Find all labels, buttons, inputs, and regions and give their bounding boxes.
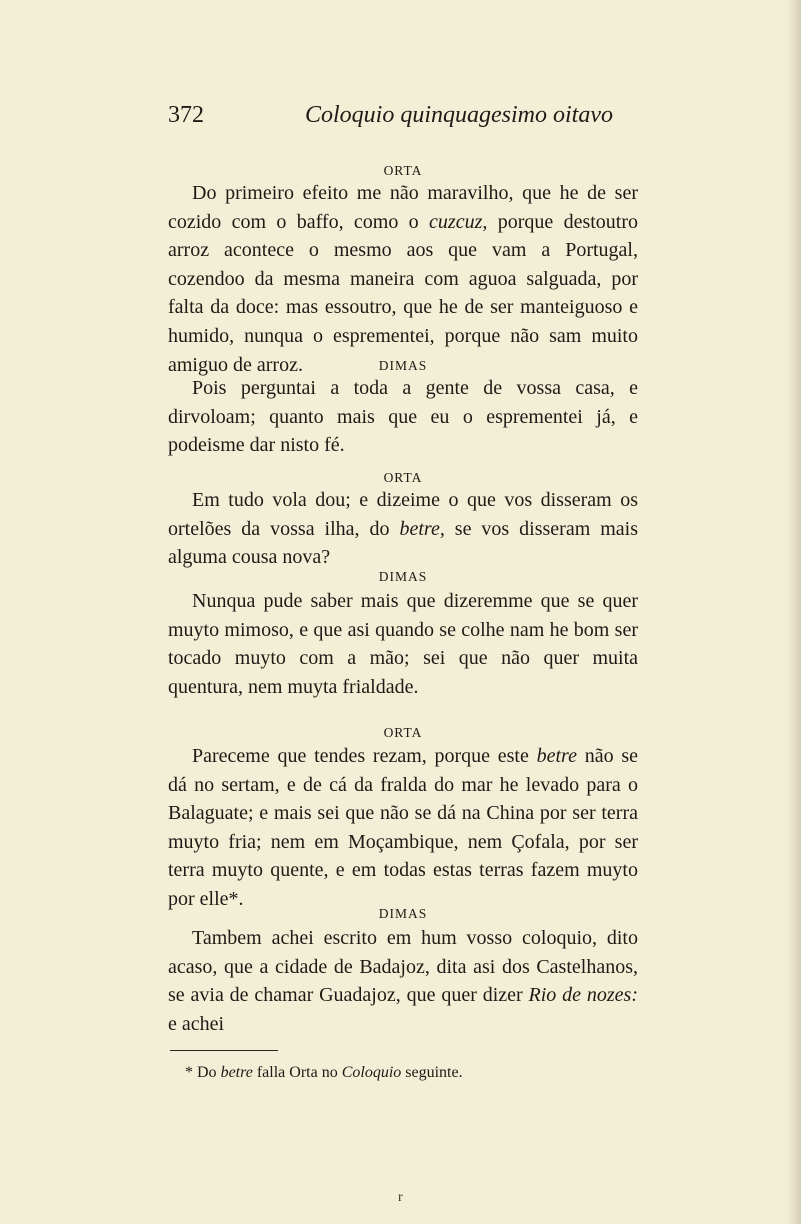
dialogue-paragraph <box>168 486 638 572</box>
italic-text: Coloquio <box>341 1064 402 1081</box>
speaker-label: ORTA <box>383 470 423 485</box>
dialogue-paragraph <box>168 587 638 701</box>
dialogue-paragraph <box>168 742 638 914</box>
text-run: Em tudo vola dou; e dizeime o que vos disseram os ortelões da vossa ilha, do <box>168 489 638 540</box>
speaker-label: ORTA <box>383 163 423 178</box>
text-run: falla Orta no <box>252 1064 342 1081</box>
dialogue-paragraph <box>168 924 638 1038</box>
bottom-mark: r <box>398 1190 403 1205</box>
text-run: Pois perguntai a toda a gente de vossa casa, e dirvoloam; quanto mais que eu o esprementei já, e podeisme dar nisto fé. <box>168 377 638 457</box>
page-number: 372 <box>168 102 204 128</box>
text-run: * Do <box>185 1064 221 1081</box>
text-run: Pareceme que tendes rezam, porque este <box>192 745 537 767</box>
text-run: , porque destoutro arroz acontece o mesmo aos que vam a Portugal, cozendoo da mesma maneira com aguoa salguada, por falta da doce: mas essoutro, que he de ser manteiguoso e humido, nunqua o esprementei, porque não sam muito amiguo de arroz. <box>168 210 638 376</box>
footnote-rule <box>170 1050 278 1051</box>
text-run: não se dá no sertam, e de cá da fralda do mar he levado para o Balaguate; e mais sei que não se dá na China por ser terra muyto fria; nem em Moçambique, nem Çofala, por ser terra muyto quente, e em todas estas terras fazem muyto por elle*. <box>168 745 638 910</box>
speaker-label: ORTA <box>383 725 423 740</box>
italic-text: betre <box>220 1064 253 1081</box>
text-run: Do primeiro efeito me não maravilho, que he de ser cozido com o baffo, como o <box>168 182 638 233</box>
italic-text: betre <box>536 745 577 767</box>
footnote <box>185 1064 463 1082</box>
page-header <box>168 102 638 136</box>
speaker-label: DIMAS <box>378 358 428 373</box>
text-run: e achei <box>168 1012 225 1035</box>
text-run: seguinte. <box>401 1064 463 1081</box>
italic-text: Rio de nozes: <box>528 984 638 1007</box>
running-title: Coloquio quinquagesimo oitavo <box>305 102 613 128</box>
page-edge-shadow <box>787 0 801 1224</box>
speaker-label: DIMAS <box>378 906 428 921</box>
speaker-label: DIMAS <box>378 569 428 584</box>
italic-text: betre, <box>399 517 445 540</box>
text-run: Tambem achei escrito em hum vosso coloquio, dito acaso, que a cidade de Badajoz, dita asi dos Castelhanos, se avia de chamar Guadajoz, que quer dizer <box>168 927 638 1007</box>
dialogue-paragraph <box>168 179 638 379</box>
italic-text: cuzcuz <box>429 210 483 233</box>
text-run: Nunqua pude saber mais que dizeremme que se quer muyto mimoso, e que asi quando se colhe nam he bom ser tocado muyto com a mão; sei que não quer muita quentura, nem muyta frialdade. <box>168 590 638 698</box>
dialogue-paragraph <box>168 374 638 460</box>
text-run: se vos disseram mais alguma cousa nova? <box>168 517 639 569</box>
